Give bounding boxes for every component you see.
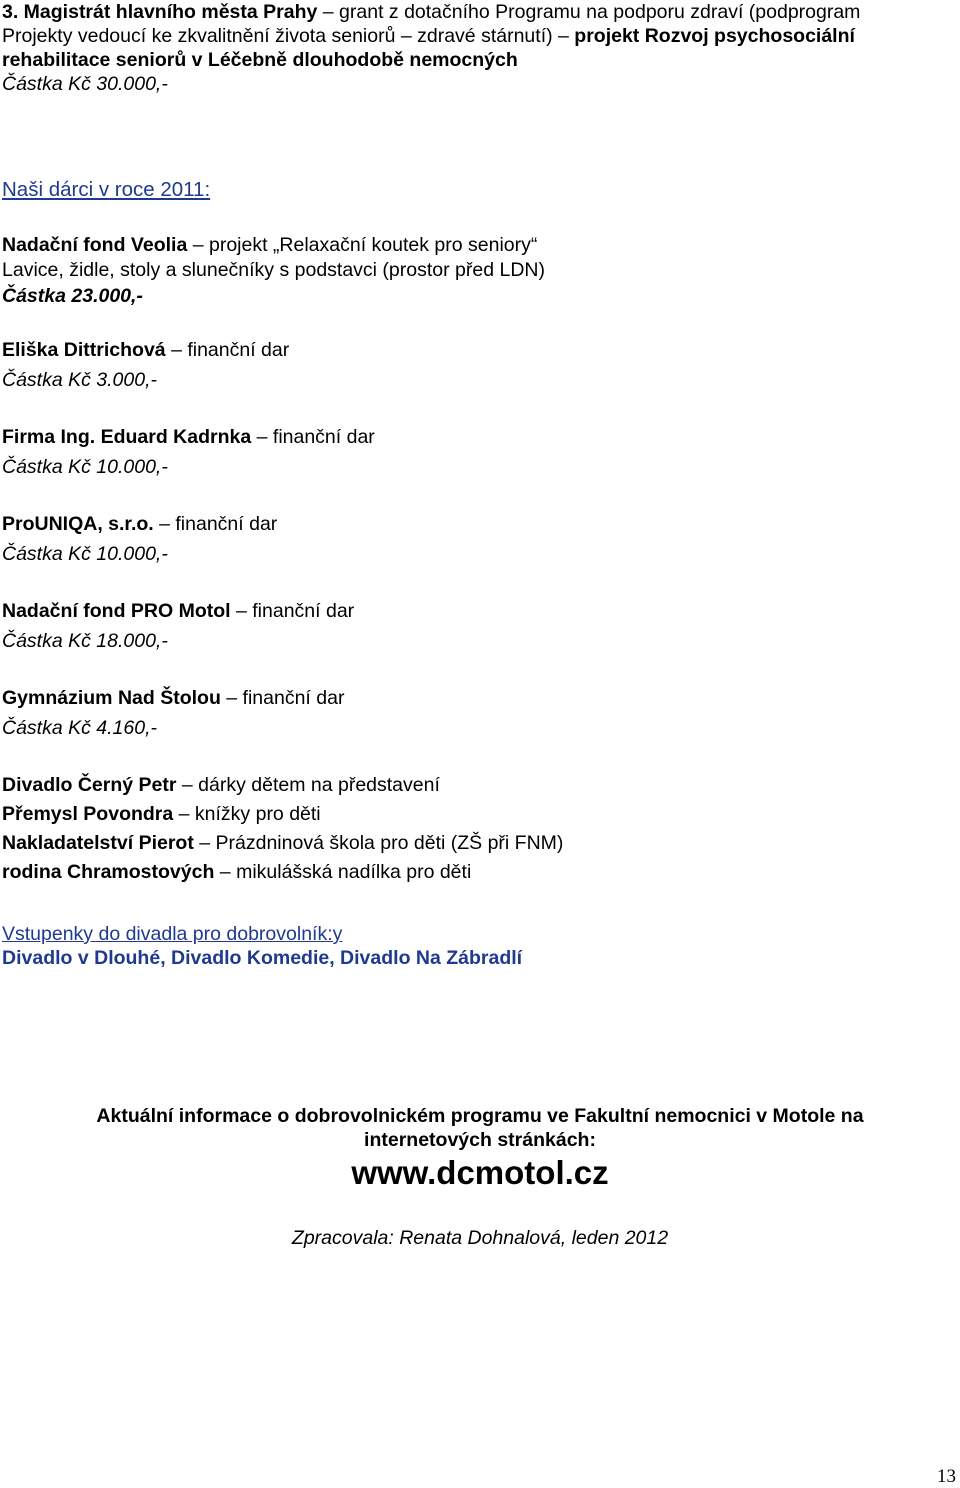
donor-name: Gymnázium Nad Štolou	[2, 687, 221, 709]
donor-amount: Částka Kč 3.000,-	[2, 369, 157, 391]
donor-veolia-amount: Částka 23.000,-	[2, 285, 143, 307]
grant-line-3: rehabilitace seniorů v Léčebně dlouhodobě nemocných	[2, 49, 518, 71]
grant-project-title: projekt Rozvoj psychosociální	[574, 25, 855, 47]
donor-row	[2, 512, 277, 536]
author-credit: Zpracovala: Renata Dohnalová, leden 2012	[291, 1227, 669, 1249]
gift-donor-name: Nakladatelství Pierot	[2, 832, 194, 854]
grant-line-1	[2, 0, 860, 24]
donor-amount: Částka Kč 10.000,-	[2, 456, 168, 478]
gift-desc: – Prázdninová škola pro děti (ZŠ při FNM)	[193, 832, 564, 854]
tickets-theatres: Divadlo v Dlouhé, Divadlo Komedie, Divadlo Na Zábradlí	[2, 947, 523, 969]
donor-name: Firma Ing. Eduard Kadrnka	[2, 426, 252, 448]
donor-veolia	[2, 233, 537, 257]
donor-desc: – projekt „Relaxační koutek pro seniory“	[187, 234, 538, 256]
gift-desc: – mikulášská nadílka pro děti	[214, 861, 472, 883]
donor-desc: – finanční dar	[251, 426, 375, 448]
gift-row	[2, 831, 563, 855]
donor-row	[2, 338, 289, 362]
donor-name: Nadační fond PRO Motol	[2, 600, 231, 622]
donor-desc: – finanční dar	[153, 513, 278, 535]
grant-subprogram: Projekty vedoucí ke zkvalitnění života seniorů – zdravé stárnutí) –	[2, 25, 575, 47]
grant-program: – grant z dotačního Programu na podporu zdraví (podprogram	[317, 1, 861, 23]
page-number: 13	[937, 1466, 956, 1487]
grant-amount: Částka Kč 30.000,-	[2, 73, 168, 95]
donor-row	[2, 425, 375, 449]
donor-desc: – finanční dar	[220, 687, 345, 709]
gift-donor-name: Divadlo Černý Petr	[2, 774, 177, 796]
grant-line-2	[2, 24, 855, 48]
donor-row	[2, 686, 344, 710]
donor-amount: Částka Kč 10.000,-	[2, 543, 168, 565]
tickets-heading: Vstupenky do divadla pro dobrovolník:y	[2, 923, 343, 945]
donor-desc: – finanční dar	[230, 600, 355, 622]
info-line-1: Aktuální informace o dobrovolnickém programu ve Fakultní nemocnici v Motole na	[96, 1105, 864, 1127]
gift-donor-name: rodina Chramostových	[2, 861, 215, 883]
gift-desc: – dárky dětem na představení	[176, 774, 440, 796]
grant-source: 3. Magistrát hlavního města Prahy	[2, 1, 318, 23]
donor-amount: Částka Kč 4.160,-	[2, 717, 157, 739]
gift-row	[2, 802, 321, 826]
donor-name: ProUNIQA, s.r.o.	[2, 513, 154, 535]
gift-row	[2, 860, 471, 884]
donor-name: Nadační fond Veolia	[2, 234, 188, 256]
donors-heading: Naši dárci v roce 2011:	[2, 178, 211, 201]
gift-donor-name: Přemysl Povondra	[2, 803, 174, 825]
donor-amount: Částka Kč 18.000,-	[2, 630, 168, 652]
info-url[interactable]: www.dcmotol.cz	[351, 1154, 609, 1191]
info-line-2: internetových stránkách:	[364, 1129, 596, 1151]
gift-desc: – knížky pro děti	[173, 803, 321, 825]
gift-row	[2, 773, 440, 797]
donor-veolia-items: Lavice, židle, stoly a slunečníky s podstavci (prostor před LDN)	[2, 259, 545, 281]
donor-row	[2, 599, 354, 623]
donor-desc: – finanční dar	[165, 339, 290, 361]
donor-name: Eliška Dittrichová	[2, 339, 166, 361]
